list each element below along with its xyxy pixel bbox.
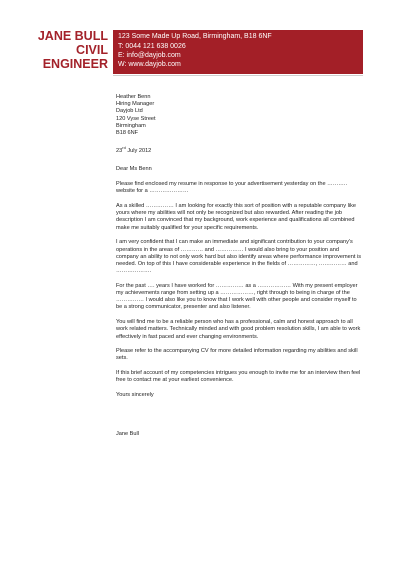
contact-bar [113,30,363,74]
applicant-name-title [8,29,108,71]
paragraph: I am very confident that I can make an immediate and significant contribution to your company's operations in the areas of ………… and …………… I would also bring to your position and company an ability to not only work hard but also identify areas where performance improvement is needed. On top of this I have considerable experience in the fields of ……………, …………… and ………………. [116,239,362,275]
paragraph: For the past …. years I have worked for …………… as a ……………… With my present employer my achievements range from setting up a ………………, right through to being in charge of the …………… I would also like you to know that I work well with other people and consider myself to be a strong communicator, presenter and also listener. [116,282,358,311]
contact-phone: T: 0044 121 638 0026 [118,43,186,50]
contact-website[interactable]: W: www.dayjob.com [118,61,181,68]
recipient-line: Heather Benn [116,94,151,100]
paragraph: You will find me to be a reliable person who has a professional, calm and honest approach to all work related matters. Technically minded and with good problem resolution skills, I am able to work effectively in fast paced and ever changing environments. [116,319,361,340]
name-line-first: JANE BULL [37,29,108,43]
contact-email[interactable]: E: info@dayjob.com [118,52,181,59]
date-day: 23 [116,148,123,155]
paragraph: As a skilled …………… I am looking for exactly this sort of position with a reputable company like yours where my abilities will not only be recognized but also rewarded. After reading the job description I am convinced that my background, work experience and qualifications all combined make me suitably qualified for your specific requirements. [116,203,357,231]
contact-address: 123 Some Made Up Road, Birmingham, B18 6NF [118,33,272,40]
header-divider [113,75,363,76]
recipient-address [116,94,362,137]
recipient-line: B18 6NF [116,130,139,137]
name-line-third: ENGINEER [42,57,108,71]
recipient-line: 120 Vyse Street [116,115,156,122]
recipient-line: Birmingham [116,122,146,129]
recipient-line: Dayjob Ltd [116,108,143,115]
letter-date [116,145,362,155]
paragraph: If this brief account of my competencies intrigues you enough to invite me for an interview then feel free to contact me at your earliest convenience. [116,370,361,384]
date-suffix: rd [122,145,126,151]
closing: Yours sincerely [116,392,154,399]
name-line-second: CIVIL [76,43,108,57]
paragraph: Please refer to the accompanying CV for more detailed information regarding my abilities and skill sets. [116,348,358,362]
letter-body [116,94,362,446]
signature-name: Jane Bull [116,430,140,437]
paragraph: Please find enclosed my resume in response to your advertisement yesterday on the ……….. website for a ………………… [116,181,348,195]
salutation: Dear Ms Benn [116,166,152,173]
recipient-line: Hiring Manager [116,101,155,108]
date-rest: July 2012 [125,148,152,155]
